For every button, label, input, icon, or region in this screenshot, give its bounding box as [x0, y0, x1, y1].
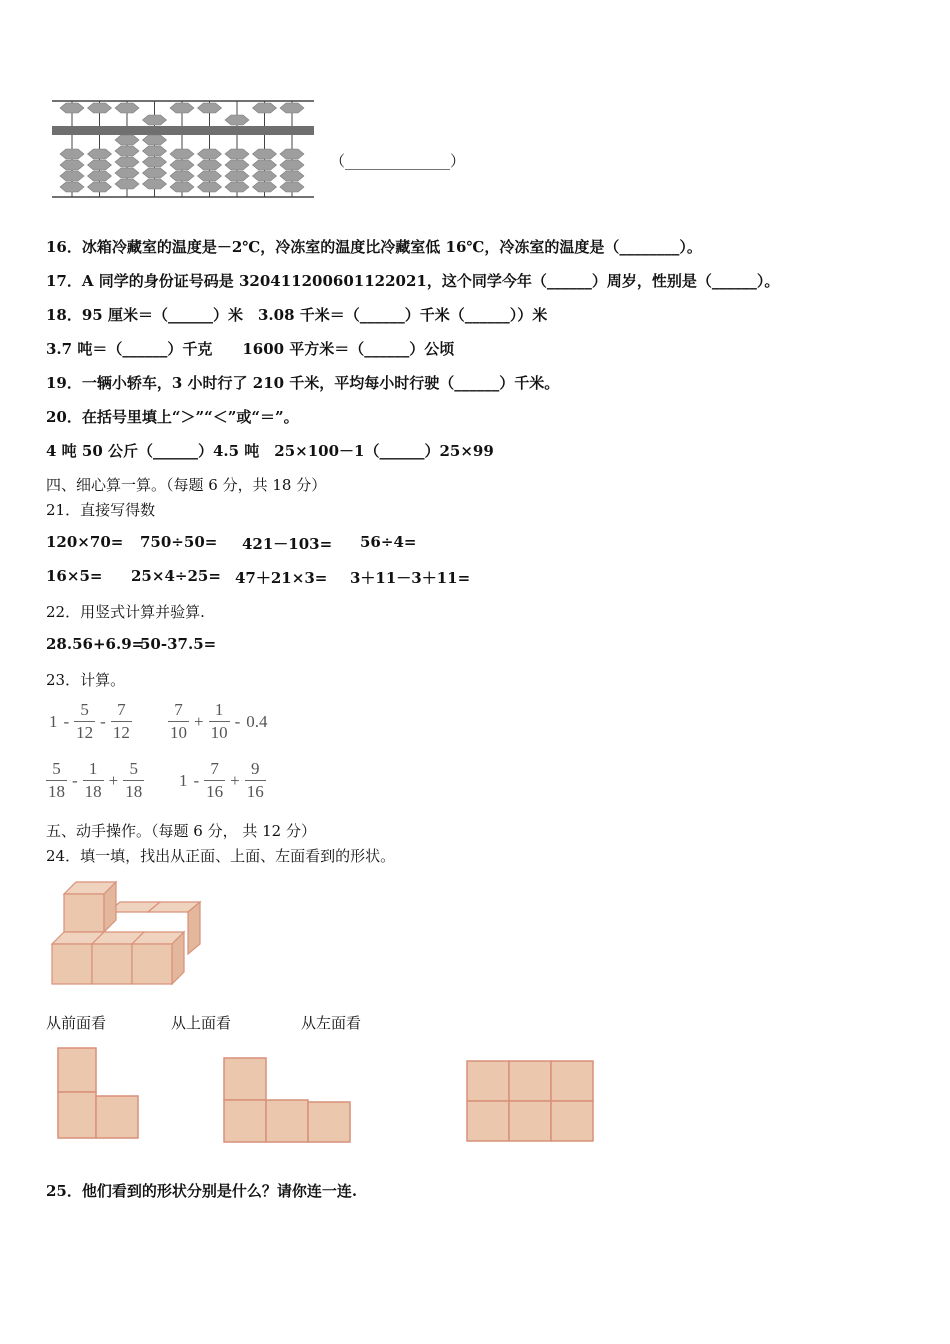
lead-number: 1 — [49, 711, 58, 731]
numerator: 7 — [204, 759, 225, 781]
abacus-answer-blank[interactable]: （______________） — [330, 152, 466, 170]
question-20-line1: 20．在括号里填上“＞”“＜”或“＝”。 — [46, 408, 299, 426]
left-view-shape — [464, 1058, 599, 1148]
operator: - — [72, 770, 78, 790]
denominator: 18 — [125, 782, 143, 801]
numerator: 9 — [245, 759, 266, 781]
view-label-front: 从前面看 — [46, 1014, 107, 1032]
question-16: 16．冰箱冷藏室的温度是－2℃，冷冻室的温度比冷藏室低 16℃，冷冻室的温度是（________）。 — [46, 238, 702, 256]
decimal-term: 0.4 — [246, 711, 268, 731]
front-view-shape — [55, 1046, 145, 1146]
numerator: 1 — [209, 700, 230, 722]
q21-item: 47＋21×3= — [235, 569, 328, 587]
cube-stack-image — [48, 872, 208, 990]
q21-item: 3＋11－3＋11= — [350, 569, 471, 587]
fraction — [46, 759, 67, 802]
question-25: 25．他们看到的形状分别是什么？请你连一连. — [46, 1182, 358, 1200]
fraction — [204, 759, 225, 802]
operator: + — [108, 770, 119, 790]
operator: - — [234, 711, 241, 731]
operator: + — [194, 711, 204, 731]
question-17: 17．A 同学的身份证号码是 320411200601122021，这个同学今年（______）周岁，性别是（______）。 — [46, 272, 780, 290]
q21-item: 120×70= — [46, 533, 124, 551]
question-24-title: 24．填一填，找出从正面、上面、左面看到的形状。 — [46, 847, 396, 865]
section-4-heading: 四、细心算一算。（每题 6 分，共 18 分） — [46, 476, 327, 494]
fraction — [168, 700, 189, 743]
top-view-shape — [221, 1055, 356, 1145]
fraction — [245, 759, 266, 802]
q23-expression-1 — [46, 700, 134, 743]
fraction — [74, 700, 95, 743]
lead-number: 1 — [179, 770, 188, 790]
operator: - — [63, 711, 70, 731]
fraction — [111, 700, 132, 743]
q21-item: 16×5= — [46, 567, 103, 585]
numerator: 7 — [111, 700, 132, 722]
fraction — [83, 759, 104, 802]
question-19: 19．一辆小轿车，3 小时行了 210 千米，平均每小时行驶（______）千米。 — [46, 374, 560, 392]
denominator: 18 — [84, 782, 102, 801]
denominator: 18 — [48, 782, 65, 801]
q22-item: 50-37.5= — [140, 635, 217, 653]
q21-item: 56÷4= — [360, 533, 417, 551]
denominator: 10 — [210, 723, 228, 742]
question-22-title: 22．用竖式计算并验算. — [46, 603, 205, 621]
fraction — [209, 700, 230, 743]
abacus-figure — [48, 96, 320, 200]
q23-expression-4 — [176, 759, 268, 802]
question-23-title: 23．计算。 — [46, 671, 126, 689]
q23-expression-3 — [44, 759, 146, 802]
question-18-line2: 3.7 吨＝（______）千克 1600 平方米＝（______）公顷 — [46, 340, 455, 358]
section-5-heading: 五、动手操作。（每题 6 分， 共 12 分） — [46, 822, 316, 840]
q21-item: 421－103= — [242, 535, 333, 553]
q23-expression-2 — [166, 700, 271, 743]
numerator: 5 — [74, 700, 95, 722]
denominator: 12 — [76, 723, 94, 742]
question-18-line1: 18．95 厘米＝（______）米 3.08 千米＝（______）千米（______））米 — [46, 306, 548, 324]
operator: + — [230, 770, 240, 790]
fraction — [123, 759, 144, 802]
operator: - — [100, 711, 106, 731]
numerator: 7 — [168, 700, 189, 722]
denominator: 16 — [246, 782, 264, 801]
question-21-title: 21．直接写得数 — [46, 501, 156, 519]
q21-item: 25×4÷25= — [131, 567, 221, 585]
denominator: 10 — [170, 723, 187, 742]
operator: - — [193, 770, 200, 790]
view-label-top: 从上面看 — [171, 1014, 232, 1032]
numerator: 1 — [83, 759, 104, 781]
denominator: 16 — [206, 782, 224, 801]
numerator: 5 — [123, 759, 144, 781]
numerator: 5 — [46, 759, 67, 781]
question-20-line2: 4 吨 50 公斤（______）4.5 吨 25×100－1（______）25×99 — [46, 442, 494, 460]
view-label-left: 从左面看 — [301, 1014, 362, 1032]
q21-item: 750÷50= — [140, 533, 218, 551]
abacus-image — [48, 96, 320, 200]
q22-item: 28.56+6.9= — [46, 635, 145, 653]
denominator: 12 — [112, 723, 130, 742]
